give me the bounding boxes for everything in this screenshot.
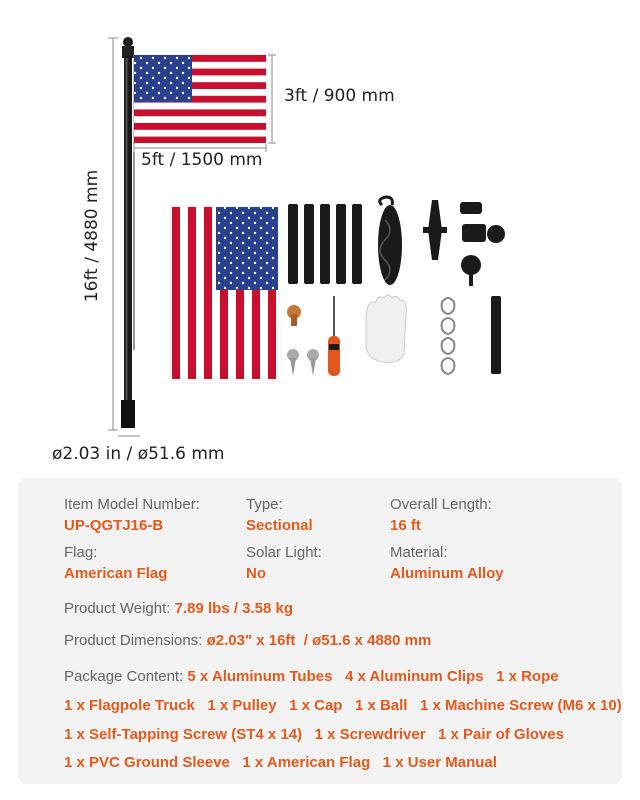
gloves-item <box>366 295 406 362</box>
item-model-value: UP-QGTJ16-B <box>64 517 164 534</box>
package-line-3: 1 x Self-Tapping Screw (ST4 x 14) 1 x Screwdriver 1 x Pair of Gloves <box>64 726 564 743</box>
type-label: Type: <box>246 496 283 513</box>
package-content-label: Package Content: <box>64 668 184 685</box>
flag-height-label: 3ft / 900 mm <box>284 86 395 106</box>
screws <box>287 305 319 376</box>
pole-height-label: 16ft / 4880 mm <box>82 169 102 303</box>
material-label: Material: <box>390 544 448 561</box>
solar-light-value: No <box>246 565 266 582</box>
weight-label: Product Weight: <box>64 600 171 617</box>
pulley-item <box>423 200 447 260</box>
material-value: Aluminum Alloy <box>390 565 504 582</box>
type-value: Sectional <box>246 517 313 534</box>
package-line-4: 1 x PVC Ground Sleeve 1 x American Flag 1 x User Manual <box>64 754 497 771</box>
package-line-2: 1 x Flagpole Truck 1 x Pulley 1 x Cap 1 x Ball 1 x Machine Screw (M6 x 10) <box>64 697 622 714</box>
screwdriver-item <box>328 296 340 376</box>
weight-row <box>64 600 293 617</box>
product-dimensions-value: ø2.03" x 16ft / ø51.6 x 4880 mm <box>206 632 432 649</box>
american-flag-item <box>170 207 278 379</box>
flag-on-pole <box>134 55 266 143</box>
overall-length-value: 16 ft <box>390 517 421 534</box>
flag-width-label: 5ft / 1500 mm <box>141 150 263 170</box>
overall-length-label: Overall Length: <box>390 496 492 513</box>
pvc-ground-sleeve <box>491 296 501 374</box>
package-line-1 <box>64 668 559 685</box>
solar-light-label: Solar Light: <box>246 544 322 561</box>
pole-diameter-label: ø2.03 in / ø51.6 mm <box>52 444 225 464</box>
flag-value: American Flag <box>64 565 168 582</box>
flagpole-truck-cap-ball <box>460 202 505 286</box>
height-dimension-line <box>108 38 118 430</box>
aluminum-clips <box>442 298 455 374</box>
specification-card <box>18 478 622 784</box>
flag-label: Flag: <box>64 544 98 561</box>
package-items-1: 5 x Aluminum Tubes 4 x Aluminum Clips 1 x Rope <box>187 668 559 685</box>
flagpole <box>121 37 135 428</box>
product-dimensions-row <box>64 632 431 649</box>
item-model-label: Item Model Number: <box>64 496 200 513</box>
rope-item <box>378 197 402 285</box>
product-dimensions-label: Product Dimensions: <box>64 632 203 649</box>
weight-value: 7.89 lbs / 3.58 kg <box>174 600 294 617</box>
aluminum-tubes <box>288 204 362 284</box>
